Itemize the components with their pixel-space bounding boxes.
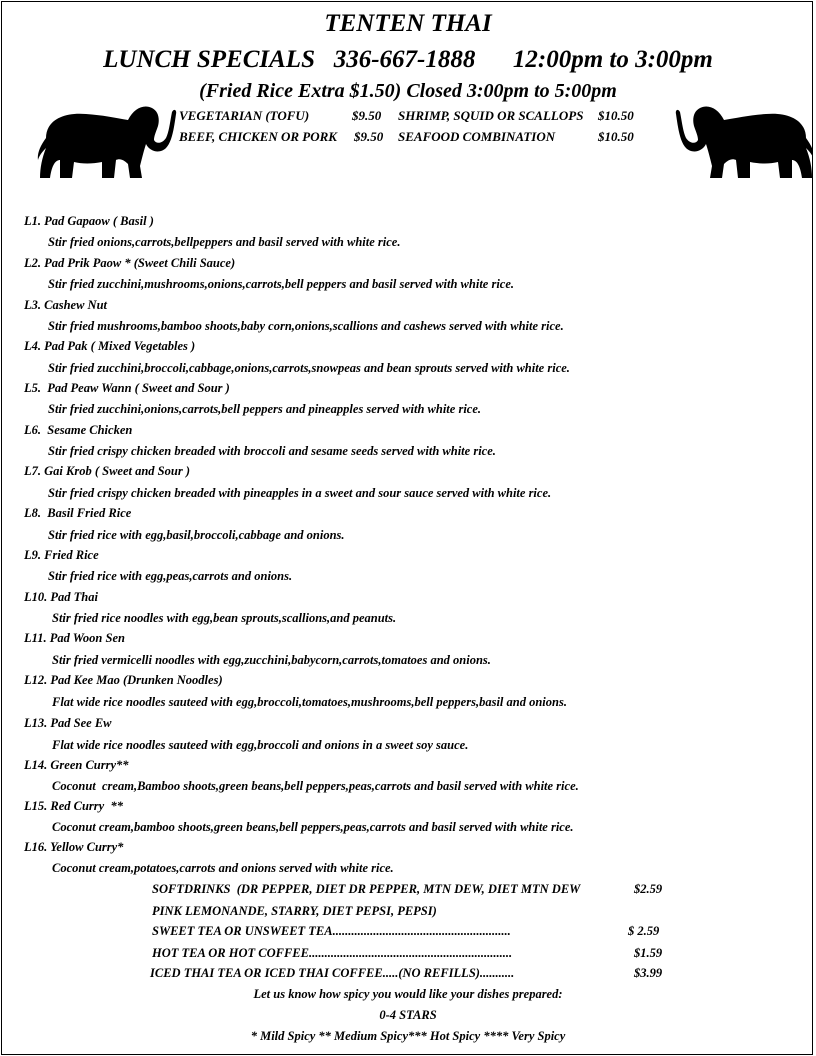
drink-price: $2.59 [634,882,663,896]
menu-item-desc: Stir fried crispy chicken breaded with broccoli and sesame seeds served with white rice. [48,444,496,458]
restaurant-name: TENTEN THAI [324,10,492,37]
menu-page [1,1,813,1055]
menu-item-name: L9. Fried Rice [24,548,99,562]
menu-item-desc: Stir fried mushrooms,bamboo shoots,baby corn,onions,scallions and cashews served with white rice. [48,319,564,333]
menu-item-desc: Coconut cream,bamboo shoots,green beans,bell peppers,peas,carrots and basil served with white rice. [52,820,574,834]
special-name: BEEF, CHICKEN OR PORK [179,129,337,144]
menu-item-name: L16. Yellow Curry* [24,840,124,854]
menu-item-desc: Stir fried zucchini,broccoli,cabbage,onions,carrots,snowpeas and bean sprouts served with white rice. [48,361,570,375]
special-price: $9.50 [354,129,384,144]
drink-price: $3.99 [634,966,663,980]
special-price: $9.50 [352,108,382,123]
menu-item-desc: Flat wide rice noodles sauteed with egg,broccoli,tomatoes,mushrooms,bell peppers,basil and onions. [52,695,567,709]
menu-item-desc: Stir fried zucchini,onions,carrots,bell peppers and pineapples served with white rice. [48,402,482,416]
elephant-icon [36,98,186,182]
spice-legend: * Mild Spicy ** Medium Spicy*** Hot Spicy **** Very Spicy [250,1029,566,1043]
menu-item-desc: Coconut cream,Bamboo shoots,green beans,bell peppers,peas,carrots and basil served with white rice. [52,779,579,793]
drink-price: $1.59 [634,946,663,960]
spice-range: 0-4 STARS [379,1008,437,1022]
menu-item-desc: Stir fried rice noodles with egg,bean sprouts,scallions,and peanuts. [52,611,397,625]
menu-item-desc: Stir fried onions,carrots,bellpeppers and basil served with white rice. [48,235,401,249]
menu-item-name: L15. Red Curry ** [24,799,123,813]
menu-item-desc: Stir fried zucchini,mushrooms,onions,carrots,bell peppers and basil served with white rice. [48,277,515,291]
menu-item-name: L6. Sesame Chicken [24,423,133,437]
menu-item-name: L5. Pad Peaw Wann ( Sweet and Sour ) [24,381,230,395]
special-name: SHRIMP, SQUID OR SCALLOPS [398,108,584,123]
special-price: $10.50 [598,129,634,144]
menu-item-name: L4. Pad Pak ( Mixed Vegetables ) [24,339,196,353]
special-name: VEGETARIAN (TOFU) [179,108,310,123]
lunch-specials-heading: LUNCH SPECIALS 336-667-1888 12:00pm to 3:00pm [103,46,713,73]
menu-item-name: L13. Pad See Ew [24,716,112,730]
drink-name: ICED THAI TEA OR ICED THAI COFFEE.....(NO REFILLS)........... [150,966,515,980]
drink-name: SWEET TEA OR UNSWEET TEA......................................................... [152,924,511,938]
menu-item-name: L1. Pad Gapaow ( Basil ) [24,214,154,228]
spice-note: Let us know how spicy you would like your dishes prepared: [253,987,563,1001]
menu-item-desc: Coconut cream,potatoes,carrots and onions served with white rice. [52,861,394,875]
menu-item-name: L14. Green Curry** [24,758,129,772]
drink-name: PINK LEMONANDE, STARRY, DIET PEPSI, PEPSI) [152,904,437,918]
menu-item-desc: Stir fried rice with egg,basil,broccoli,cabbage and onions. [48,528,345,542]
menu-item-name: L8. Basil Fried Rice [24,506,132,520]
menu-item-desc: Stir fried crispy chicken breaded with pineapples in a sweet and sour sauce served with white rice. [48,486,552,500]
elephant-icon [666,98,813,182]
menu-item-desc: Flat wide rice noodles sauteed with egg,broccoli and onions in a sweet soy sauce. [52,738,469,752]
menu-item-name: L7. Gai Krob ( Sweet and Sour ) [24,464,190,478]
fried-rice-note: (Fried Rice Extra $1.50) Closed 3:00pm to 5:00pm [199,80,617,102]
menu-item-name: L3. Cashew Nut [24,298,108,312]
drink-name: HOT TEA OR HOT COFFEE................................................................. [152,946,513,960]
menu-item-desc: Stir fried vermicelli noodles with egg,zucchini,babycorn,carrots,tomatoes and onions. [52,653,491,667]
menu-item-name: L12. Pad Kee Mao (Drunken Noodles) [24,673,223,687]
special-price: $10.50 [598,108,634,123]
menu-item-name: L11. Pad Woon Sen [24,631,125,645]
special-name: SEAFOOD COMBINATION [398,129,556,144]
menu-item-name: L2. Pad Prik Paow * (Sweet Chili Sauce) [24,256,236,270]
drink-price: $ 2.59 [628,924,660,938]
menu-item-desc: Stir fried rice with egg,peas,carrots and onions. [48,569,293,583]
menu-item-name: L10. Pad Thai [24,590,98,604]
drink-name: SOFTDRINKS (DR PEPPER, DIET DR PEPPER, MTN DEW, DIET MTN DEW [152,882,581,896]
